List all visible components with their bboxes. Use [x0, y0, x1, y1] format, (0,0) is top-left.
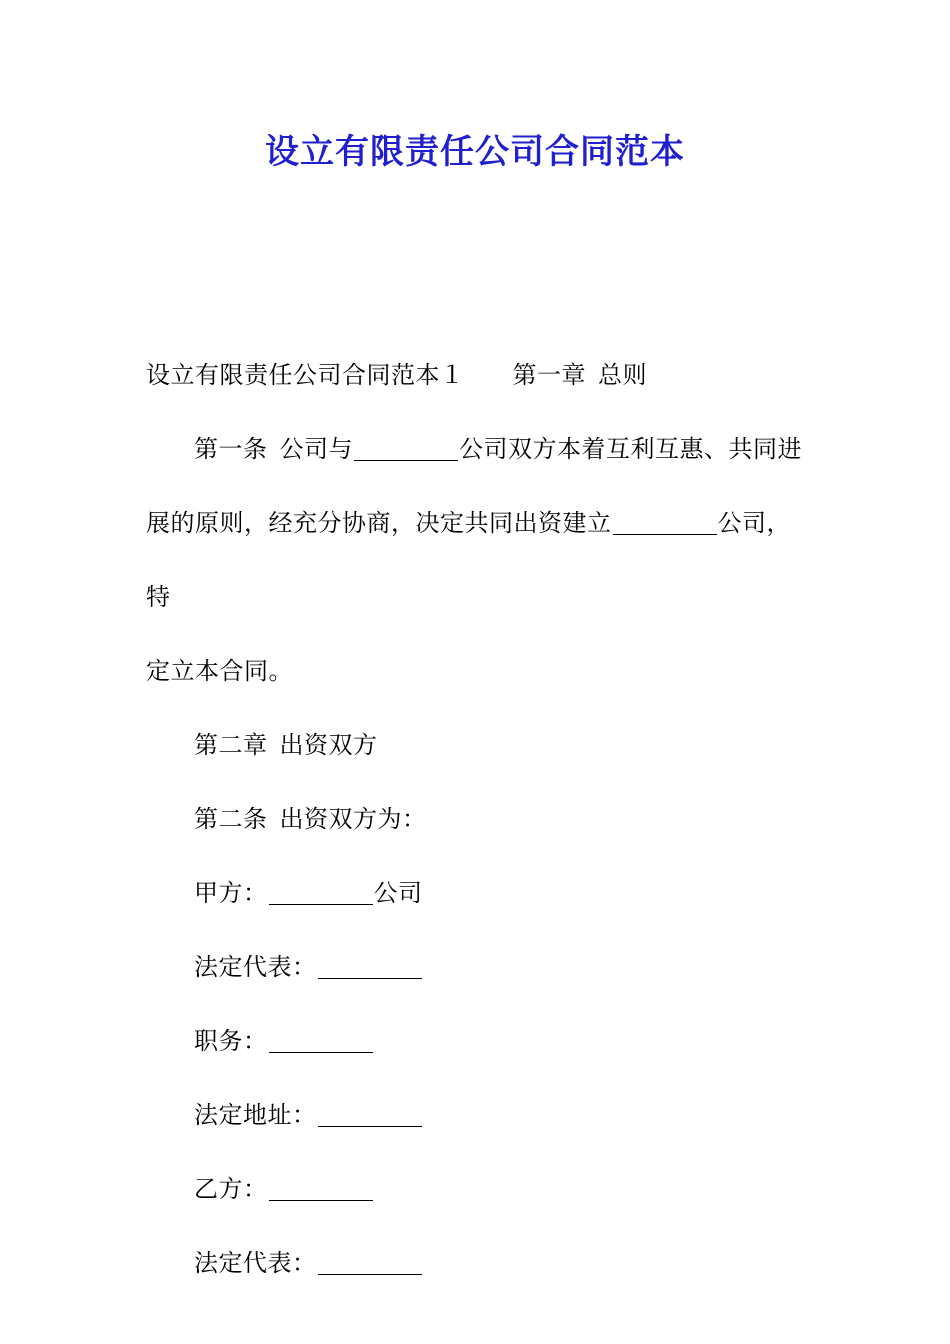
representative-two-label: 法定代表： [194, 1249, 317, 1277]
party-b-line [146, 1152, 810, 1226]
party-a-label: 甲方： [194, 879, 268, 907]
chapter-two-title: 出资双方 [279, 731, 378, 759]
chapter-one-label: 第一章 [512, 361, 586, 389]
document-body [146, 338, 810, 1300]
address-label: 法定地址： [194, 1101, 317, 1129]
article-one-text-e: 定立本合同。 [146, 657, 293, 685]
address-blank [318, 1125, 422, 1127]
chapter-one-title: 总则 [598, 361, 647, 389]
chapter-two-heading [146, 708, 810, 782]
document-title: 设立有限责任公司合同范本 [265, 132, 685, 172]
representative-label: 法定代表： [194, 953, 317, 981]
article-two-text: 出资双方为： [279, 805, 427, 833]
representative-line [146, 930, 810, 1004]
intro-line [146, 338, 810, 412]
article-one-paragraph [146, 412, 810, 708]
article-one-text-c: 展的原则，经充分协商，决定共同出资建立 [146, 509, 612, 537]
article-one-text-d: 公司，特 [146, 509, 791, 611]
address-line [146, 1078, 810, 1152]
article-one-label: 第一条 [194, 435, 268, 463]
position-blank [269, 1051, 373, 1053]
chapter-two-label: 第二章 [194, 731, 268, 759]
party-b-label: 乙方： [194, 1175, 268, 1203]
party-a-blank [269, 903, 373, 905]
contract-name-text: 设立有限责任公司合同范本１ [146, 361, 465, 389]
article-one-text-a: 公司与 [279, 435, 353, 463]
representative-blank [318, 977, 422, 979]
article-two-label: 第二条 [194, 805, 268, 833]
company-name-blank-1 [354, 459, 458, 461]
position-label: 职务： [194, 1027, 268, 1055]
representative-two-line [146, 1226, 810, 1300]
party-b-blank [269, 1199, 373, 1201]
position-line [146, 1004, 810, 1078]
party-a-line [146, 856, 810, 930]
article-two-paragraph [146, 782, 810, 856]
company-name-blank-2 [613, 533, 717, 535]
article-one-text-b: 公司双方本着互利互惠、共同进 [459, 435, 802, 463]
representative-two-blank [318, 1273, 422, 1275]
party-a-suffix: 公司 [373, 879, 423, 907]
